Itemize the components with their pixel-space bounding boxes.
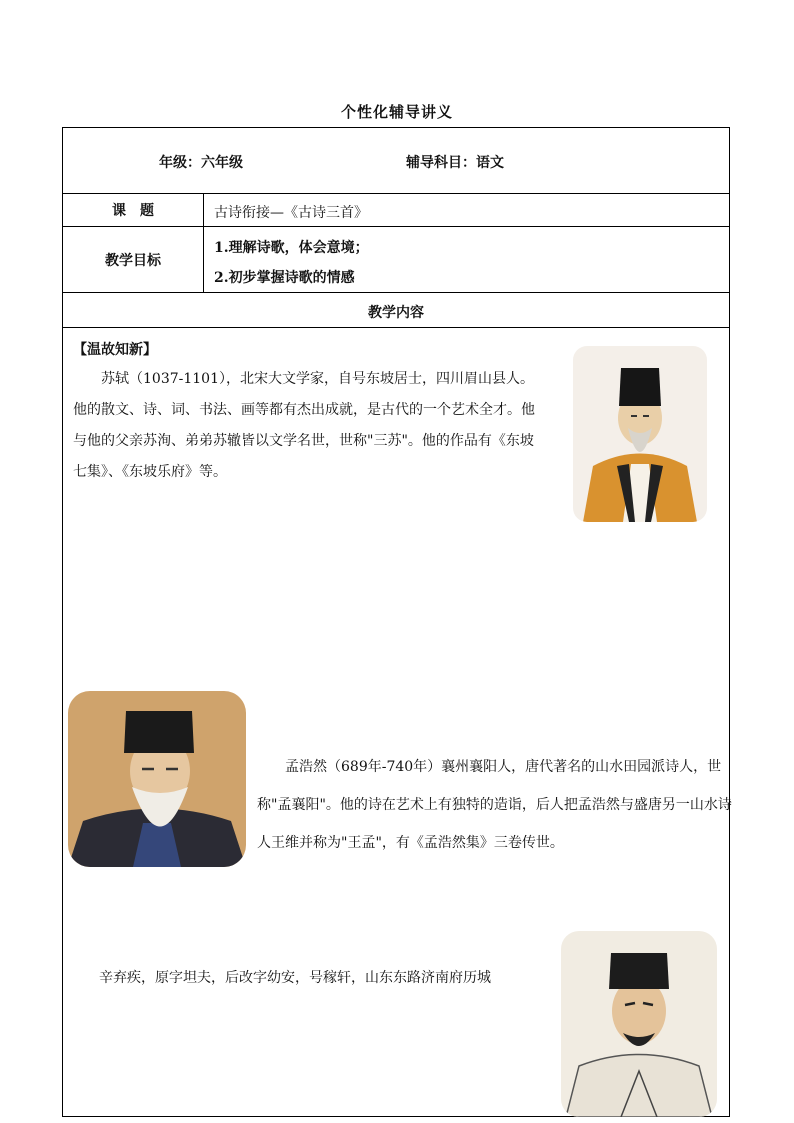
lesson-table: [62, 127, 730, 1117]
content-header: 教学内容: [368, 305, 424, 321]
su-shi-portrait-icon: [573, 346, 707, 522]
goal-item: 1.理解诗歌，体会意境；: [214, 240, 369, 256]
page-title: 个性化辅导讲义: [340, 103, 453, 121]
goal-item: 2.初步掌握诗歌的情感: [214, 270, 355, 286]
course-row: [63, 194, 729, 227]
meng-haoran-portrait-icon: [68, 691, 246, 867]
course-label: 课 题: [63, 194, 204, 226]
su-shi-paragraph: 苏轼（1037-1101），北宋大文学家，自号东坡居士，四川眉山县人。他的散文、诗、词、书法、画等都有杰出成就，是古代的一个艺术全才。他与他的父亲苏洵、弟弟苏辙皆以文学名世，世称"三苏"。他的作品有《东坡七集》、《东坡乐府》等。: [73, 371, 535, 480]
xin-qiji-paragraph: 辛弃疾，原字坦夫，后改字幼安，号稼轩，山东东路济南府历城: [99, 970, 491, 986]
goals-label: 教学目标: [63, 227, 204, 292]
content-header-row: [63, 293, 729, 328]
goals-cell: [204, 227, 729, 292]
grade-value: 六年级: [201, 155, 243, 171]
course-value: 古诗衔接—《古诗三首》: [214, 205, 368, 221]
course-cell: [204, 194, 729, 226]
goals-row: [63, 227, 729, 293]
meng-haoran-paragraph: 孟浩然（689年-740年）襄州襄阳人，唐代著名的山水田园派诗人，世称"孟襄阳"。他的诗在艺术上有独特的造诣，后人把孟浩然与盛唐另一山水诗人王维并称为"王孟"，有《孟浩然集》三卷传世。: [257, 759, 732, 851]
grade-field: [159, 152, 243, 172]
header-row: [63, 128, 729, 194]
grade-label: 年级：: [159, 155, 201, 171]
subject-field: [406, 152, 504, 172]
xin-qiji-portrait-icon: [561, 931, 717, 1117]
subject-value: 语文: [476, 155, 504, 171]
section-title: 【温故知新】: [73, 342, 157, 358]
subject-label: 辅导科目：: [406, 155, 476, 171]
